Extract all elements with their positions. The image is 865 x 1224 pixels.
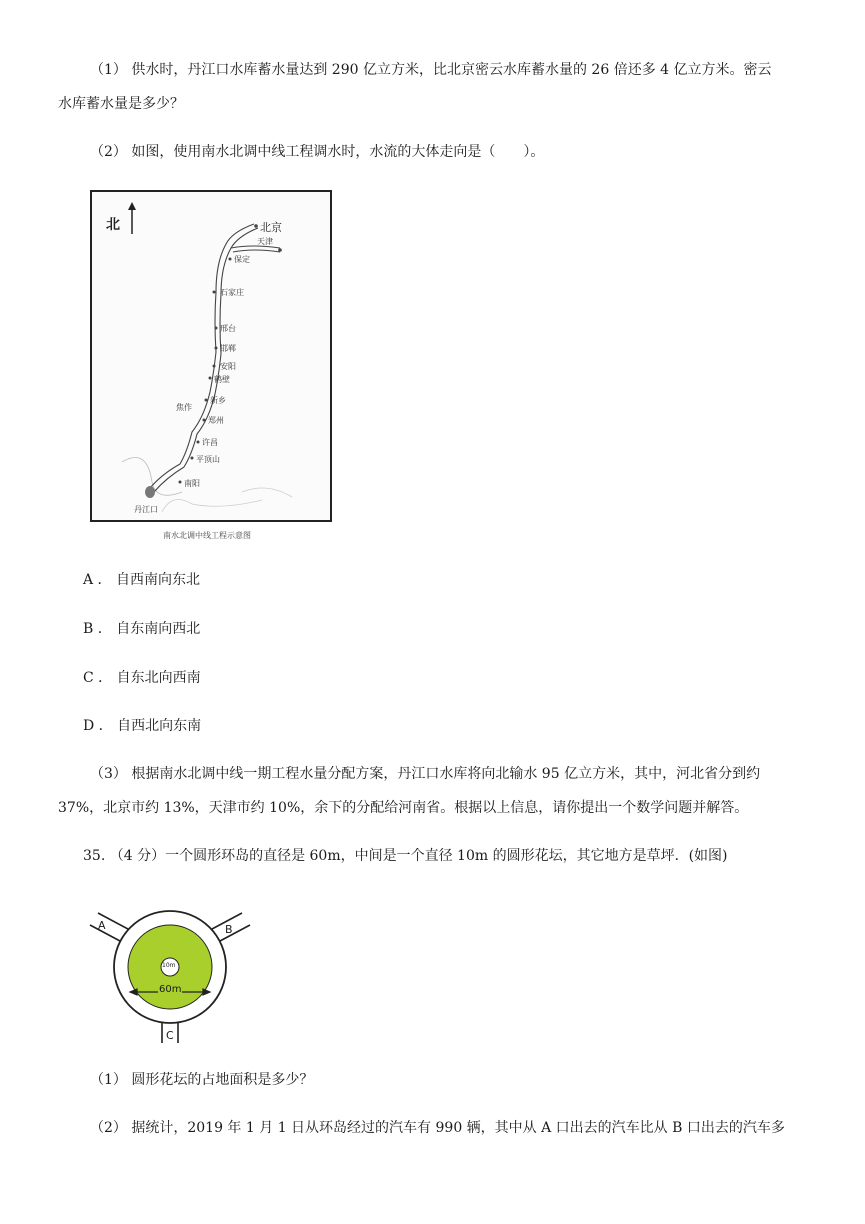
option-d[interactable]: D ． 自西北向东南: [83, 718, 202, 734]
entrance-c-label: C: [166, 1029, 174, 1042]
entrance-b-label: B: [225, 923, 233, 936]
city-pingdingshan: 平顶山: [196, 455, 220, 464]
city-xinxiang: 新乡: [210, 396, 226, 405]
reservoir-icon: [145, 486, 155, 498]
roundabout-diameter-label: 60m: [159, 984, 182, 995]
canal-route: [150, 224, 280, 492]
north-arrow-icon: [128, 202, 136, 234]
q35-header: 35. （4 分）一个圆形环岛的直径是 60m，中间是一个直径 10m 的圆形花坛，其它地方是草坪．(如图): [83, 848, 728, 864]
q34-part3-line1: （3） 根据南水北调中线一期工程水量分配方案，丹江口水库将向北输水 95 亿立方米，其中，河北省分到约: [90, 766, 761, 782]
roundabout-figure: [84, 905, 256, 1045]
route-map: [90, 190, 332, 522]
option-c[interactable]: C ． 自东北向西南: [83, 670, 201, 686]
city-shijiazhuang: 石家庄: [220, 288, 244, 297]
q35-part1: （1） 圆形花坛的占地面积是多少？: [90, 1072, 314, 1088]
north-label-text: 北: [106, 217, 120, 233]
city-beijing: 北京: [260, 221, 282, 234]
city-baoding: 保定: [234, 255, 250, 264]
q34-part1-line2: 水库蓄水量是多少？: [58, 96, 184, 112]
city-danjiangkou: 丹江口: [134, 505, 158, 514]
option-b[interactable]: B ． 自东南向西北: [83, 621, 201, 637]
city-anyang: 安阳: [220, 362, 236, 371]
option-a[interactable]: A ． 自西南向东北: [83, 572, 201, 588]
city-xingtai: 邢台: [220, 324, 236, 333]
city-xuchang: 许昌: [202, 438, 218, 447]
flowerbed-diameter-label: 10m: [162, 962, 176, 969]
city-hebi: 鹤壁: [214, 375, 230, 384]
q34-part3-line2: 37%，北京市约 13%，天津市约 10%，余下的分配给河南省。根据以上信息，请你提出一个数学问题并解答。: [58, 800, 749, 816]
entrance-a-label: A: [98, 919, 106, 932]
city-handan: 邯郸: [220, 344, 236, 353]
q35-part2: （2） 据统计，2019 年 1 月 1 日从环岛经过的汽车有 990 辆，其中从 A 口出去的汽车比从 B 口出去的汽车多: [90, 1120, 785, 1136]
city-tianjin: 天津: [257, 237, 273, 246]
q34-part2-question: （2） 如图，使用南水北调中线工程调水时，水流的大体走向是（ ）。: [90, 144, 545, 160]
q34-part1-line1: （1） 供水时，丹江口水库蓄水量达到 290 亿立方米，比北京密云水库蓄水量的 26 倍还多 4 亿立方米。密云: [90, 62, 772, 78]
city-jiaozuo: 焦作: [176, 403, 192, 412]
city-zhengzhou: 郑州: [208, 416, 224, 425]
city-nanyang: 南阳: [184, 479, 200, 488]
route-map-drawing: [92, 192, 330, 520]
map-caption: 南水北调中线工程示意图: [163, 531, 251, 540]
